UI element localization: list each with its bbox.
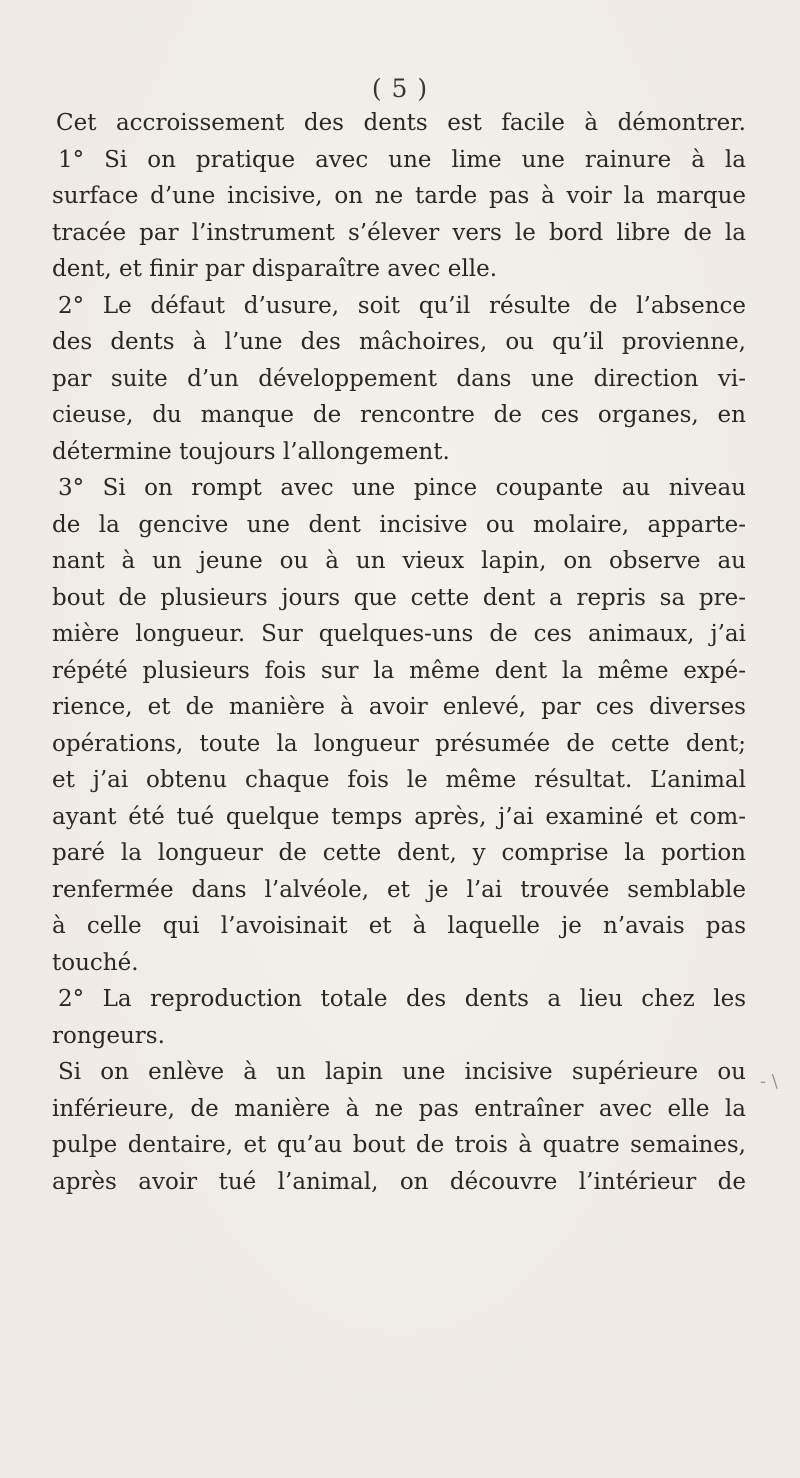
- text-line: paré la longueur de cette dent, y comprise la portion: [52, 840, 746, 866]
- text-line: 3° Si on rompt avec une pince coupante au niveau: [58, 475, 746, 501]
- text-line: inférieure, de manière à ne pas entraîner avec elle la: [52, 1096, 746, 1122]
- text-line: à celle qui l’avoisinait et à laquelle je n’avais pas: [52, 913, 746, 939]
- text-line: touché.: [52, 950, 139, 976]
- text-line: 2° La reproduction totale des dents a lieu chez les: [58, 986, 746, 1012]
- text-line: des dents à l’une des mâchoires, ou qu’il provienne,: [52, 329, 746, 355]
- text-line: détermine toujours l’allongement.: [52, 439, 450, 465]
- text-line: dent, et finir par disparaître avec elle.: [52, 256, 498, 282]
- text-line: tracée par l’instrument s’élever vers le bord libre de la: [52, 220, 746, 246]
- text-line: 2° Le défaut d’usure, soit qu’il résulte de l’absence: [58, 293, 746, 319]
- text-line: pulpe dentaire, et qu’au bout de trois à quatre semaines,: [52, 1132, 746, 1158]
- text-line: opérations, toute la longueur présumée de cette dent;: [52, 731, 746, 757]
- text-line: ayant été tué quelque temps après, j’ai examiné et com-: [52, 804, 746, 830]
- text-line: répété plusieurs fois sur la même dent la même expé-: [52, 658, 746, 684]
- text-line: nant à un jeune ou à un vieux lapin, on observe au: [52, 548, 746, 574]
- text-line: Cet accroissement des dents est facile à démontrer.: [56, 110, 746, 136]
- text-line: 1° Si on pratique avec une lime une rainure à la: [58, 147, 746, 173]
- text-line: et j’ai obtenu chaque fois le même résultat. L’animal: [52, 767, 746, 793]
- text-line: rience, et de manière à avoir enlevé, par ces diverses: [52, 694, 746, 720]
- margin-mark: - \: [760, 1071, 778, 1092]
- text-line: rongeurs.: [52, 1023, 165, 1049]
- text-line: cieuse, du manque de rencontre de ces organes, en: [52, 402, 746, 428]
- text-line: Si on enlève à un lapin une incisive supérieure ou: [58, 1059, 746, 1085]
- text-line: renfermée dans l’alvéole, et je l’ai trouvée semblable: [52, 877, 746, 903]
- text-line: après avoir tué l’animal, on découvre l’intérieur de: [52, 1169, 746, 1195]
- page-number: ( 5 ): [371, 74, 429, 103]
- text-line: par suite d’un développement dans une direction vi-: [52, 366, 746, 392]
- text-line: mière longueur. Sur quelques-uns de ces animaux, j’ai: [52, 621, 746, 647]
- text-line: bout de plusieurs jours que cette dent a repris sa pre-: [52, 585, 746, 611]
- text-line: de la gencive une dent incisive ou molaire, apparte-: [52, 512, 746, 538]
- text-line: surface d’une incisive, on ne tarde pas à voir la marque: [52, 183, 746, 209]
